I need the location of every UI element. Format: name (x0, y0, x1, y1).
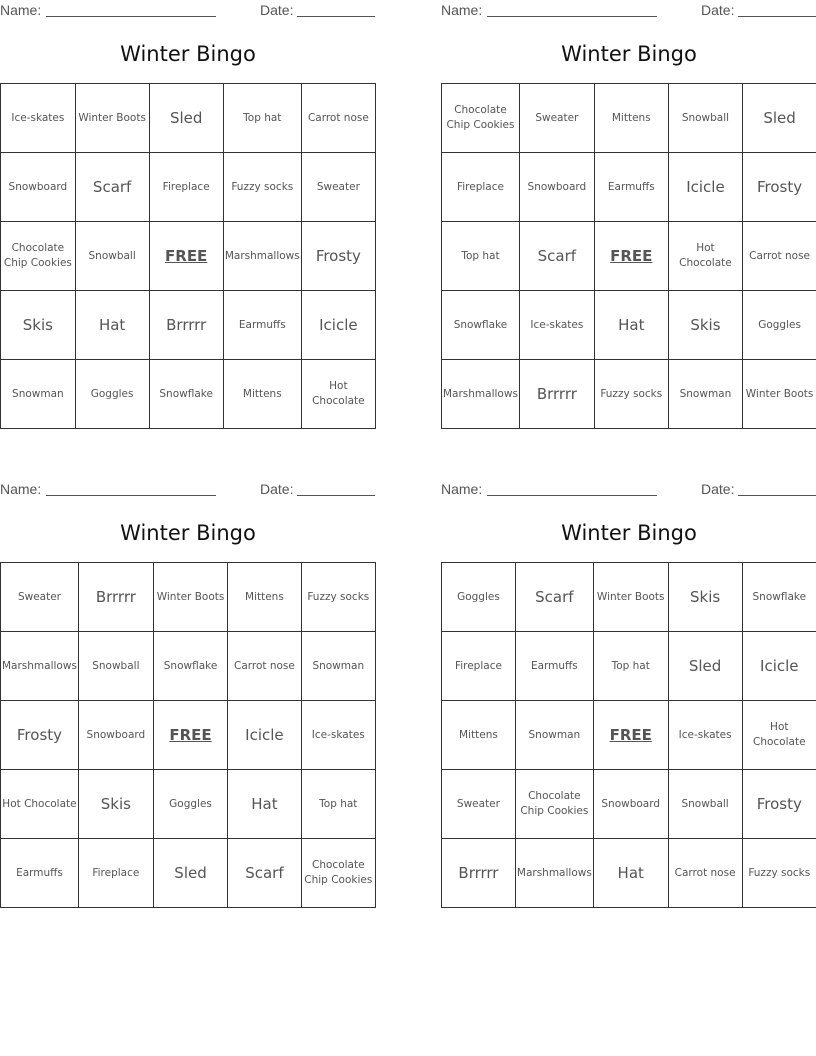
bingo-row (1, 360, 376, 429)
bingo-cell[interactable]: Chocolate Chip Cookies (442, 84, 520, 153)
bingo-cell[interactable]: Ice-skates (668, 701, 742, 770)
bingo-row (442, 701, 816, 770)
bingo-cell[interactable]: Carrot nose (668, 839, 742, 908)
bingo-cell[interactable]: Earmuffs (223, 291, 301, 360)
bingo-row (442, 563, 816, 632)
free-space-cell[interactable]: FREE (594, 222, 668, 291)
name-blank-line[interactable] (46, 495, 216, 496)
bingo-cell[interactable]: Ice-skates (519, 291, 594, 360)
bingo-cell[interactable]: Scarf (228, 839, 301, 908)
free-space-cell[interactable]: FREE (593, 701, 668, 770)
bingo-cell[interactable]: Earmuffs (1, 839, 79, 908)
bingo-cell[interactable]: Fireplace (78, 839, 153, 908)
bingo-cell[interactable]: Chocolate Chip Cookies (301, 839, 375, 908)
bingo-cell[interactable]: Icicle (742, 632, 816, 701)
name-date-header (441, 0, 816, 20)
bingo-row (442, 153, 816, 222)
bingo-cell[interactable]: Goggles (743, 291, 816, 360)
date-blank-line[interactable] (738, 16, 816, 17)
bingo-cell[interactable]: Chocolate Chip Cookies (515, 770, 593, 839)
bingo-cell[interactable]: Fuzzy socks (301, 563, 375, 632)
bingo-cell[interactable]: Hot Chocolate (668, 222, 742, 291)
bingo-cell[interactable]: Snowflake (153, 632, 227, 701)
bingo-cell[interactable]: Earmuffs (515, 632, 593, 701)
name-label: Name: (0, 2, 42, 18)
bingo-cell[interactable]: Skis (1, 291, 76, 360)
card-title: Winter Bingo (120, 42, 256, 66)
bingo-cell[interactable]: Sweater (1, 563, 79, 632)
bingo-cell[interactable]: Ice-skates (1, 84, 76, 153)
bingo-cell[interactable]: Sweater (519, 84, 594, 153)
date-label: Date: (701, 481, 735, 497)
bingo-cell[interactable]: Mittens (223, 360, 301, 429)
bingo-cell[interactable]: Top hat (593, 632, 668, 701)
bingo-cell[interactable]: Winter Boots (153, 563, 227, 632)
bingo-cell[interactable]: Earmuffs (594, 153, 668, 222)
bingo-cell[interactable]: Icicle (668, 153, 742, 222)
name-label: Name: (441, 2, 483, 18)
bingo-cell[interactable]: Sweater (442, 770, 516, 839)
bingo-cell[interactable]: Top hat (442, 222, 520, 291)
bingo-cell[interactable]: Carrot nose (301, 84, 375, 153)
bingo-cell[interactable]: Marshmallows (442, 360, 520, 429)
bingo-row (1, 84, 376, 153)
bingo-cell[interactable]: Top hat (223, 84, 301, 153)
bingo-cell[interactable]: Skis (668, 291, 742, 360)
bingo-cell[interactable]: Frosty (1, 701, 79, 770)
date-label: Date: (260, 481, 294, 497)
bingo-cell[interactable]: Snowflake (149, 360, 223, 429)
bingo-cell[interactable]: Fireplace (442, 632, 516, 701)
bingo-grid (0, 562, 376, 908)
bingo-cell[interactable]: Goggles (442, 563, 516, 632)
bingo-cell[interactable]: Skis (668, 563, 742, 632)
bingo-cell[interactable]: Winter Boots (75, 84, 149, 153)
bingo-cell[interactable]: Snowman (1, 360, 76, 429)
bingo-cell[interactable]: Hot Chocolate (1, 770, 79, 839)
bingo-row (1, 563, 376, 632)
name-label: Name: (0, 481, 42, 497)
name-blank-line[interactable] (487, 16, 657, 17)
bingo-cell[interactable]: Sled (743, 84, 816, 153)
bingo-cell[interactable]: Brrrrr (78, 563, 153, 632)
bingo-row (1, 291, 376, 360)
bingo-row (442, 360, 816, 429)
bingo-cell[interactable]: Ice-skates (301, 701, 375, 770)
bingo-cell[interactable]: Top hat (301, 770, 375, 839)
bingo-cell[interactable]: Snowball (668, 84, 742, 153)
bingo-grid (0, 83, 376, 429)
bingo-cell[interactable]: Goggles (153, 770, 227, 839)
bingo-cell[interactable]: Fireplace (149, 153, 223, 222)
bingo-cell[interactable]: Icicle (301, 291, 375, 360)
date-label: Date: (260, 2, 294, 18)
bingo-cell[interactable]: Snowball (668, 770, 742, 839)
bingo-row (1, 770, 376, 839)
bingo-cell[interactable]: Fireplace (442, 153, 520, 222)
bingo-cell[interactable]: Mittens (594, 84, 668, 153)
name-blank-line[interactable] (46, 16, 216, 17)
bingo-cell[interactable]: Winter Boots (593, 563, 668, 632)
bingo-grid (441, 83, 816, 429)
bingo-cell[interactable]: Hot Chocolate (742, 701, 816, 770)
bingo-row (1, 701, 376, 770)
bingo-cell[interactable]: Snowman (668, 360, 742, 429)
bingo-cell[interactable]: Sweater (301, 153, 375, 222)
bingo-cell[interactable]: Carrot nose (743, 222, 816, 291)
bingo-cell[interactable]: Frosty (742, 770, 816, 839)
date-blank-line[interactable] (297, 495, 375, 496)
bingo-cell[interactable]: Hat (594, 291, 668, 360)
bingo-cell[interactable]: Mittens (442, 701, 516, 770)
bingo-cell[interactable]: Scarf (75, 153, 149, 222)
bingo-cell[interactable]: Snowboard (519, 153, 594, 222)
bingo-cell[interactable]: Brrrrr (442, 839, 516, 908)
bingo-row (1, 153, 376, 222)
bingo-cell[interactable]: Fuzzy socks (594, 360, 668, 429)
bingo-cell[interactable]: Frosty (743, 153, 816, 222)
free-space-cell[interactable]: FREE (149, 222, 223, 291)
bingo-cell[interactable]: Hat (228, 770, 301, 839)
date-blank-line[interactable] (297, 16, 375, 17)
bingo-cell[interactable]: Sled (668, 632, 742, 701)
bingo-cell[interactable]: Sled (153, 839, 227, 908)
bingo-cell[interactable]: Snowboard (1, 153, 76, 222)
bingo-cell[interactable]: Scarf (519, 222, 594, 291)
bingo-cell[interactable]: Brrrrr (149, 291, 223, 360)
bingo-cell[interactable]: Fuzzy socks (742, 839, 816, 908)
name-date-header (0, 479, 376, 499)
bingo-cell[interactable]: Chocolate Chip Cookies (1, 222, 76, 291)
bingo-cell[interactable]: Goggles (75, 360, 149, 429)
bingo-row (1, 222, 376, 291)
bingo-cell[interactable]: Snowflake (442, 291, 520, 360)
name-label: Name: (441, 481, 483, 497)
bingo-cell[interactable]: Marshmallows (515, 839, 593, 908)
bingo-cell[interactable]: Marshmallows (223, 222, 301, 291)
bingo-cell[interactable]: Snowball (75, 222, 149, 291)
bingo-row (1, 839, 376, 908)
free-space-cell[interactable]: FREE (153, 701, 227, 770)
bingo-cell[interactable]: Fuzzy socks (223, 153, 301, 222)
bingo-row (442, 291, 816, 360)
bingo-cell[interactable]: Frosty (301, 222, 375, 291)
bingo-cell[interactable]: Scarf (515, 563, 593, 632)
bingo-cell[interactable]: Hat (593, 839, 668, 908)
name-date-header (441, 479, 816, 499)
bingo-grid (441, 562, 816, 908)
name-blank-line[interactable] (487, 495, 657, 496)
date-blank-line[interactable] (738, 495, 816, 496)
bingo-cell[interactable]: Snowman (301, 632, 375, 701)
card-title: Winter Bingo (561, 521, 697, 545)
bingo-cell[interactable]: Hot Chocolate (301, 360, 375, 429)
bingo-row (442, 839, 816, 908)
bingo-row (442, 632, 816, 701)
bingo-cell[interactable]: Brrrrr (519, 360, 594, 429)
bingo-cell[interactable]: Snowball (78, 632, 153, 701)
bingo-row (1, 632, 376, 701)
bingo-row (442, 84, 816, 153)
card-title: Winter Bingo (120, 521, 256, 545)
bingo-cell[interactable]: Carrot nose (228, 632, 301, 701)
name-date-header (0, 0, 376, 20)
bingo-cell[interactable]: Snowboard (593, 770, 668, 839)
card-title: Winter Bingo (561, 42, 697, 66)
bingo-cell[interactable]: Skis (78, 770, 153, 839)
bingo-cell[interactable]: Snowboard (78, 701, 153, 770)
bingo-cell[interactable]: Marshmallows (1, 632, 79, 701)
bingo-cell[interactable]: Mittens (228, 563, 301, 632)
bingo-cell[interactable]: Snowman (515, 701, 593, 770)
bingo-row (442, 770, 816, 839)
bingo-cell[interactable]: Hat (75, 291, 149, 360)
date-label: Date: (701, 2, 735, 18)
bingo-row (442, 222, 816, 291)
bingo-cell[interactable]: Icicle (228, 701, 301, 770)
bingo-cell[interactable]: Sled (149, 84, 223, 153)
bingo-cell[interactable]: Winter Boots (743, 360, 816, 429)
bingo-cell[interactable]: Snowflake (742, 563, 816, 632)
